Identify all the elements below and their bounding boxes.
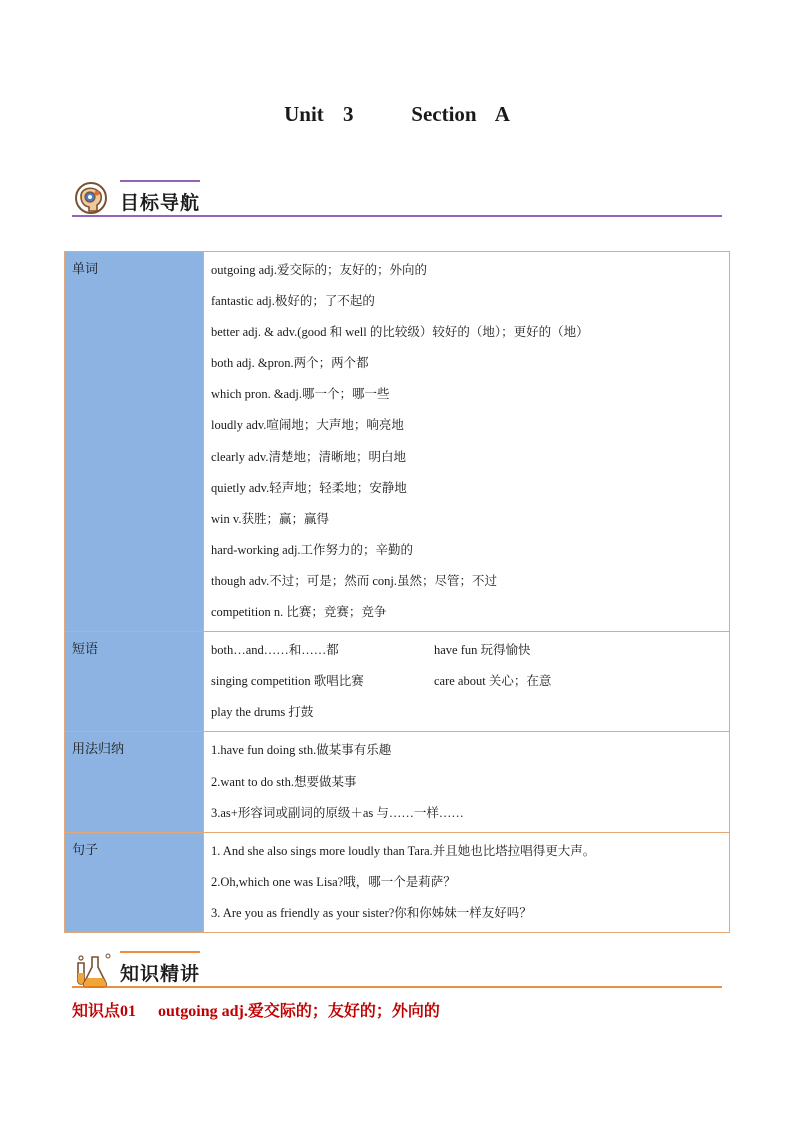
phrase: care about 关心；在意 (434, 674, 552, 689)
table-row-vocab (65, 252, 730, 632)
section-header-knowledge (72, 951, 722, 991)
phrase: have fun 玩得愉快 (434, 643, 531, 658)
list-item (211, 697, 729, 728)
list-item: outgoing adj.爱交际的；友好的；外向的 (211, 263, 427, 277)
table-row-phrases (65, 632, 730, 732)
knowledge-bottom-line (72, 987, 722, 989)
list-item: fantastic adj.极好的；了不起的 (211, 294, 375, 309)
phrase: both…and……和……都 (211, 643, 339, 658)
category-vocab: 单词 (65, 252, 204, 632)
summary-table (64, 251, 730, 933)
usage-list (204, 732, 730, 832)
table-row-usage (65, 732, 730, 832)
list-item: quietly adv.轻声地；轻柔地；安静地 (211, 480, 407, 495)
category-sentences: 句子 (65, 832, 204, 932)
page-title: Unit 3 Section A (284, 102, 510, 126)
list-item: clearly adv.清楚地；清晰地；明白地 (211, 449, 406, 464)
knowledge-top-line (120, 952, 200, 954)
list-item: which pron. &adj.哪一个；哪一些 (211, 387, 390, 402)
list-item: 1.have fun doing sth.做某事有乐趣 (211, 743, 392, 758)
lab-flask-icon (72, 951, 112, 991)
goal-top-line (120, 181, 200, 183)
list-item: better adj. & adv.(good 和 well 的比较级）较好的（地）；更好的（地） (211, 325, 589, 340)
knowledge-point-number: 知识点01 (72, 1003, 137, 1020)
list-item: 2.want to do sth.想要做某事 (211, 774, 357, 789)
list-item: 2.Oh,which one was Lisa?哦，哪一个是莉萨？ (211, 874, 456, 889)
list-item (211, 635, 729, 666)
section-title-knowledge: 知识精讲 (120, 963, 201, 985)
list-item: 3.as+形容词或副词的原级＋as 与……一样…… (211, 805, 464, 820)
brain-gear-icon (72, 180, 112, 220)
table-row-sentences (65, 832, 730, 932)
list-item: loudly adv.喧闹地；大声地；响亮地 (211, 418, 404, 433)
list-item: both adj. &pron.两个；两个都 (211, 356, 369, 371)
vocab-list (204, 252, 730, 632)
phrase: play the drums 打鼓 (211, 705, 314, 720)
goal-bottom-line (72, 216, 722, 218)
section-header-goal (72, 180, 722, 220)
sentences-list (204, 832, 730, 932)
list-item: 3. Are you as friendly as your sister?你和你姊妹一样友好吗？ (211, 905, 532, 920)
list-item: hard-working adj.工作努力的；辛勤的 (211, 542, 414, 557)
phrases-list (204, 632, 730, 732)
list-item (211, 666, 729, 697)
list-item: though adv.不过；可是；然而 conj.虽然；尽管；不过 (211, 573, 497, 588)
list-item: competition n. 比赛；竞赛；竞争 (211, 605, 387, 620)
knowledge-point-title: outgoing adj.爱交际的；友好的；外向的 (158, 1003, 440, 1020)
knowledge-point-heading (72, 998, 440, 1021)
phrase: singing competition 歌唱比赛 (211, 674, 364, 689)
category-usage: 用法归纳 (65, 732, 204, 832)
list-item: win v.获胜；赢；赢得 (211, 511, 329, 526)
section-title-goal: 目标导航 (120, 192, 201, 214)
category-phrases: 短语 (65, 632, 204, 732)
list-item: 1. And she also sings more loudly than Tara.并且她也比塔拉唱得更大声。 (211, 843, 596, 858)
